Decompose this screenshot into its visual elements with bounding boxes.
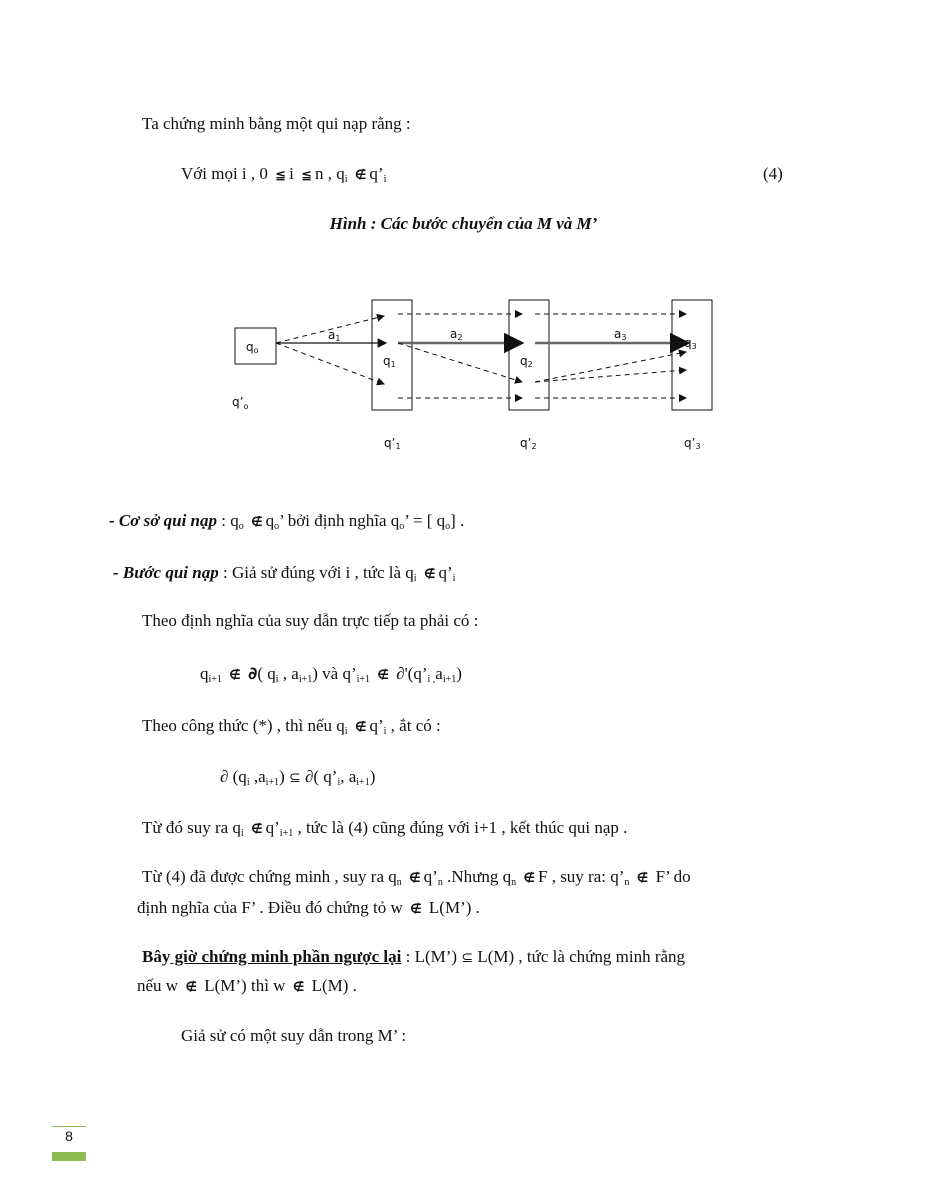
symbol-in: ∉	[636, 871, 649, 886]
symbol-le: ≦	[301, 168, 312, 183]
formula-intro-line	[142, 716, 441, 737]
text: , a	[278, 664, 299, 683]
text: ( q	[257, 664, 276, 683]
arrow-q0-down	[276, 343, 384, 384]
subscript: n	[511, 877, 517, 888]
subscript: i+1	[356, 674, 371, 685]
text: (q’	[407, 664, 428, 683]
claim-n: n , q	[314, 164, 345, 183]
symbol-in: ∉	[354, 720, 367, 735]
subscript: i	[383, 174, 387, 185]
paragraph-a-line2	[137, 898, 480, 918]
symbol-in: ∉	[523, 871, 535, 886]
step-label: - Bước qui nạp	[113, 563, 219, 582]
symbol-in: ∉	[409, 871, 421, 886]
formula-1	[200, 664, 462, 685]
definition-line: Theo định nghĩa của suy dẫn trực tiếp ta phải có :	[142, 611, 479, 630]
text: L(M’) .	[424, 898, 480, 917]
label-q1: q1	[383, 354, 396, 369]
text: Từ đó suy ra q	[142, 818, 241, 837]
subscript: i+1	[265, 777, 280, 788]
text: ] .	[450, 511, 465, 530]
text: q’	[423, 867, 438, 886]
text: L(M’) thì w	[199, 976, 286, 995]
claim-line	[181, 164, 386, 185]
text: Từ (4) đã được chứng minh , suy ra q	[142, 867, 397, 886]
subscript: n	[437, 877, 443, 888]
subscript: i+1	[442, 674, 457, 685]
text: , ắt có :	[386, 716, 441, 735]
symbol-in: ∉	[292, 980, 305, 995]
text: Theo công thức (*) , thì nếu q	[142, 716, 345, 735]
symbol-in: ∉	[250, 822, 263, 837]
symbol-le: ≦	[275, 168, 287, 183]
subscript: i	[240, 828, 244, 839]
subset-symbol: ⊆	[288, 770, 301, 786]
subscript: o	[274, 521, 280, 532]
text: )	[369, 767, 376, 786]
page-number-rule	[52, 1126, 86, 1127]
label-q1p: q’1	[384, 436, 401, 451]
label-q3p: q’3	[684, 436, 701, 451]
base-label: - Cơ sở qui nạp	[109, 511, 217, 530]
subscript: i+1	[356, 777, 370, 788]
delta-prime-symbol: ∂'	[396, 664, 408, 683]
label-a3: a3	[614, 327, 627, 342]
label-q0p: $q’_o$	[232, 395, 249, 411]
label-q0: qo	[246, 340, 259, 355]
state-box-q1p	[372, 300, 412, 410]
text: , a	[340, 767, 357, 786]
subscript: i	[344, 726, 348, 737]
text: F’ do	[651, 867, 691, 886]
text: L(M) , tức là chứng minh rằng	[473, 947, 686, 966]
arrow-q1-q2low	[398, 343, 522, 382]
subscript: i+1	[279, 828, 294, 839]
subscript: o	[238, 521, 244, 532]
text: L(M) .	[307, 976, 357, 995]
inductive-step-line	[113, 563, 455, 584]
text: ,a	[249, 767, 266, 786]
subscript: i	[275, 674, 279, 685]
conclusion-line	[142, 818, 627, 839]
label-a1: a1	[328, 328, 341, 343]
base-case-line	[109, 511, 464, 532]
text: Bây	[142, 947, 171, 966]
text: định nghĩa của F’ . Điều đó chứng tỏ w	[137, 898, 403, 917]
subscript: i	[383, 726, 387, 737]
paragraph-a-line1	[142, 867, 691, 888]
text: q’	[265, 818, 280, 837]
symbol-in: ∉	[354, 168, 367, 183]
subscript: i	[452, 573, 456, 584]
symbol-in: ∉	[377, 668, 389, 683]
text: q	[200, 664, 209, 683]
text: q’	[369, 716, 384, 735]
label-a2: a2	[450, 327, 463, 342]
page-number: 8	[65, 1128, 73, 1144]
subscript: i	[246, 777, 250, 788]
label-q3: q3	[684, 336, 697, 351]
subscript: i	[413, 573, 417, 584]
text: a	[435, 664, 443, 683]
intro-text: Ta chứng minh bằng một qui nạp rằng :	[142, 114, 411, 133]
text: : q	[217, 511, 239, 530]
text: ∂( q’	[304, 767, 338, 786]
label-q2p: q’2	[520, 436, 537, 451]
text: : L(M’)	[401, 947, 458, 966]
claim-i: i	[289, 164, 294, 183]
subscript: o	[445, 521, 451, 532]
claim-prefix: Với mọi i , 0	[181, 164, 268, 183]
symbol-in: ∉	[229, 668, 241, 683]
state-box-q3p	[672, 300, 712, 410]
text: ) và q’	[312, 664, 357, 683]
intro-line	[142, 114, 411, 134]
symbol-in: ∉	[423, 567, 436, 582]
text: ’ bởi định nghĩa q	[279, 511, 400, 530]
reverse-line1	[142, 947, 685, 967]
symbol-in: ∉	[250, 515, 263, 530]
page-number-bar	[52, 1152, 86, 1161]
text: nếu w	[137, 976, 179, 995]
claim-qpi: q’	[369, 164, 384, 183]
transition-diagram	[0, 290, 927, 470]
subscript: o	[399, 521, 405, 532]
subscript: i+1	[208, 674, 222, 685]
text: )	[279, 767, 285, 786]
text: ∂ (q	[220, 767, 247, 786]
text: )	[456, 664, 462, 683]
subscript: n	[396, 877, 402, 888]
figure-caption: Hình : Các bước chuyển của M và M’	[329, 214, 598, 233]
arrow-q2-up	[535, 352, 686, 382]
symbol-in: ∉	[185, 980, 197, 995]
subscript: i ,	[427, 674, 436, 685]
state-box-q2p	[509, 300, 549, 410]
subset-symbol: ⊆	[461, 950, 474, 966]
reverse-label: giờ chứng minh phần ngược lại	[170, 947, 402, 966]
text: .Nhưng q	[442, 867, 512, 886]
formula-2	[220, 767, 375, 788]
arrow-q2-q3low	[535, 370, 686, 382]
subscript: n	[624, 877, 630, 888]
text: q	[265, 511, 275, 530]
text: : Giả sử đúng với i , tức là q	[218, 563, 414, 582]
equation-number: (4)	[763, 164, 783, 183]
text: , tức là (4) cũng đúng với i+1 , kết thúc qui nạp .	[293, 818, 628, 837]
label-q2: q2	[520, 354, 533, 369]
text: F , suy ra: q’	[537, 867, 625, 886]
subscript: i	[337, 777, 341, 788]
symbol-in: ∉	[410, 902, 422, 917]
text: q’	[438, 563, 453, 582]
subscript: i	[344, 174, 348, 185]
reverse-line2	[137, 976, 357, 996]
last-line: Giả sử có một suy dẫn trong M’ :	[181, 1026, 407, 1045]
delta-symbol: ∂	[248, 664, 258, 684]
text: ’ = [ q	[404, 511, 446, 530]
subscript: i+1	[298, 674, 313, 685]
